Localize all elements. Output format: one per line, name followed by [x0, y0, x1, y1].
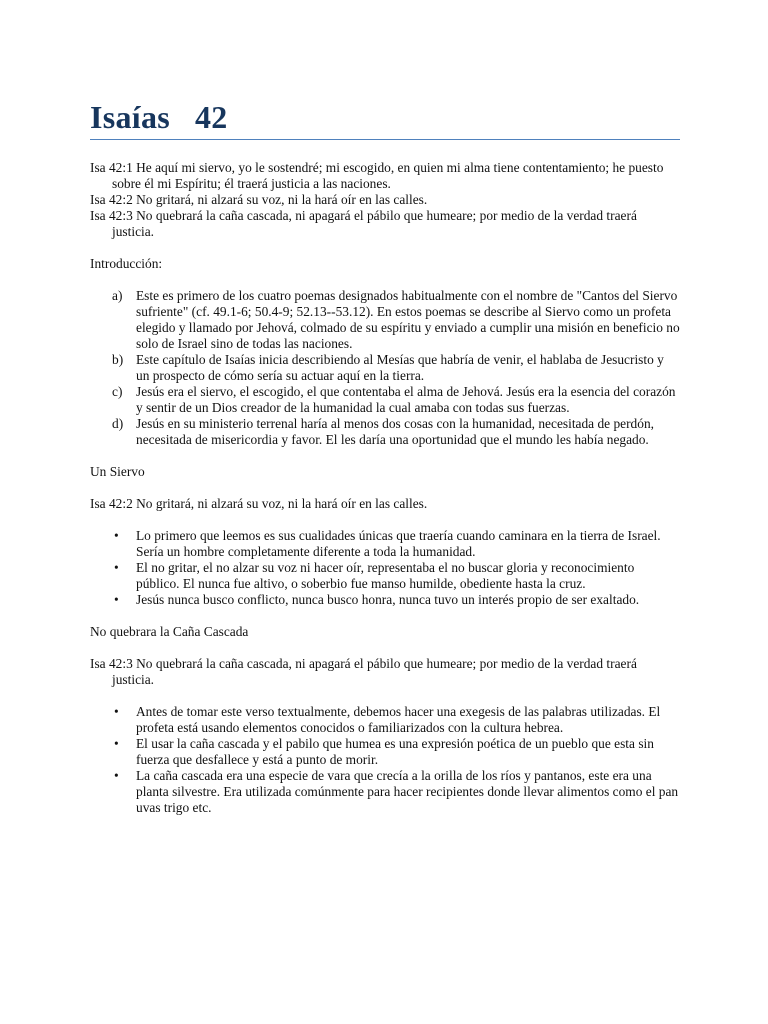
list-item-text: Este capítulo de Isaías inicia describiendo al Mesías que habría de venir, el hablaba de Jesucristo y un prospecto de cómo sería su actuar aquí en la tierra.	[136, 352, 664, 383]
list-item-text: El no gritar, el no alzar su voz ni hacer oír, representaba el no buscar gloria y reconocimiento público. El nunca fue altivo, o soberbio fue manso humilde, obediente hasta la cruz.	[136, 560, 635, 591]
list-item	[114, 592, 680, 608]
section-heading-cana-cascada: No quebrara la Caña Cascada	[90, 624, 249, 639]
section1-bullets	[90, 528, 680, 608]
list-item-text: Este es primero de los cuatro poemas designados habitualmente con el nombre de "Cantos del Siervo sufriente" (cf. 49.1-6; 50.4-9; 52.13--53.12). En estos poemas se describe al Siervo como un profeta elegido y llamado por Jehová, colmado de su espíritu y enviado a cumplir una misión en beneficio no solo de Israel sino de todas las naciones.	[136, 288, 680, 351]
section2-bullets	[90, 704, 680, 816]
page-title: Isaías 42	[90, 99, 228, 135]
bullet-icon: •	[114, 736, 119, 751]
list-item-text: La caña cascada era una especie de vara que crecía a la orilla de los ríos y pantanos, este era una planta silvestre. Era utilizada comúnmente para hacer recipientes donde llevar alimentos como el pan uvas trigo etc.	[136, 768, 679, 815]
list-item	[114, 736, 680, 768]
bullet-icon: •	[114, 528, 119, 543]
bullet-icon: •	[114, 560, 119, 575]
list-item	[112, 352, 680, 384]
section2-verse: Isa 42:3 No quebrará la caña cascada, ni apagará el pábilo que humeare; por medio de la verdad traerá justicia.	[90, 656, 637, 687]
list-item	[114, 560, 680, 592]
section-heading-un-siervo: Un Siervo	[90, 464, 145, 479]
list-marker: a)	[112, 288, 123, 303]
verse-42-2: Isa 42:2 No gritará, ni alzará su voz, ni la hará oír en las calles.	[90, 192, 428, 207]
list-item-text: El usar la caña cascada y el pabilo que humea es una expresión poética de un pueblo que esta sin fuerza que desfallece y está a punto de morir.	[136, 736, 654, 767]
list-marker: b)	[112, 352, 124, 367]
list-item	[112, 416, 680, 448]
bullet-icon: •	[114, 592, 119, 607]
list-item-text: Lo primero que leemos es sus cualidades únicas que traería cuando caminara en la tierra de Israel. Sería un hombre completamente diferente a toda la humanidad.	[136, 528, 661, 559]
section1-verse: Isa 42:2 No gritará, ni alzará su voz, ni la hará oír en las calles.	[90, 496, 428, 511]
title-underline	[90, 139, 680, 140]
list-item-text: Antes de tomar este verso textualmente, debemos hacer una exegesis de las palabras utilizadas. El profeta está usando elementos conocidos o familiarizados con la cultura hebrea.	[136, 704, 661, 735]
list-item	[114, 528, 680, 560]
list-item	[112, 288, 680, 352]
verse-42-1: Isa 42:1 He aquí mi siervo, yo le sostendré; mi escogido, en quien mi alma tiene contentamiento; he puesto sobre él mi Espíritu; él traerá justicia a las naciones.	[90, 160, 664, 191]
list-item	[114, 768, 680, 816]
intro-heading: Introducción:	[90, 256, 163, 271]
list-item-text: Jesús nunca busco conflicto, nunca busco honra, nunca tuvo un interés propio de ser exaltado.	[136, 592, 640, 607]
list-item	[112, 384, 680, 416]
list-item-text: Jesús en su ministerio terrenal haría al menos dos cosas con la humanidad, necesitada de perdón, necesitada de misericordia y favor. El les daría una oportunidad que el mundo les había negado.	[136, 416, 654, 447]
verse-42-3: Isa 42:3 No quebrará la caña cascada, ni apagará el pábilo que humeare; por medio de la verdad traerá justicia.	[90, 208, 637, 239]
bullet-icon: •	[114, 704, 119, 719]
list-marker: d)	[112, 416, 124, 431]
list-marker: c)	[112, 384, 123, 399]
intro-list	[90, 288, 680, 448]
list-item	[114, 704, 680, 736]
list-item-text: Jesús era el siervo, el escogido, el que contentaba el alma de Jehová. Jesús era la esencia del corazón y sentir de un Dios creador de la humanidad la cual amaba con todas sus fuerzas.	[136, 384, 676, 415]
bullet-icon: •	[114, 768, 119, 783]
